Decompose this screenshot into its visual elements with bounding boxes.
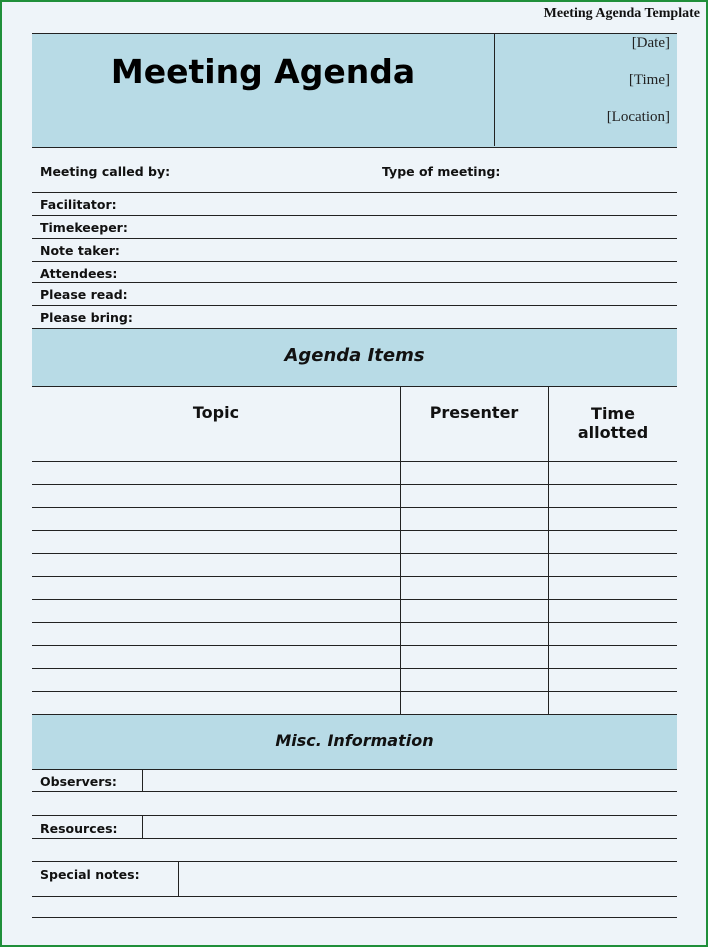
divider — [32, 282, 677, 283]
divider — [32, 305, 677, 306]
divider — [32, 815, 677, 816]
resources-label: Resources: — [40, 821, 118, 836]
divider — [32, 238, 677, 239]
special-notes-label: Special notes: — [40, 867, 140, 882]
page-title: Meeting Agenda — [110, 52, 416, 91]
observers-label: Observers: — [40, 774, 117, 789]
presenter-column-header: Presenter — [429, 403, 519, 422]
column-divider — [548, 386, 549, 714]
divider — [32, 838, 677, 839]
field-divider — [178, 861, 179, 896]
location-field[interactable]: [Location] — [606, 109, 670, 125]
table-row[interactable] — [32, 507, 677, 508]
divider — [32, 192, 677, 193]
time-allotted-column-header: Time allotted — [577, 404, 649, 442]
divider — [32, 215, 677, 216]
attendees-label: Attendees: — [40, 266, 118, 281]
table-row[interactable] — [32, 668, 677, 669]
time-field[interactable]: [Time] — [628, 72, 670, 88]
agenda-section-title: Agenda Items — [284, 345, 425, 366]
header-divider — [494, 33, 495, 146]
table-row[interactable] — [32, 530, 677, 531]
divider — [32, 791, 677, 792]
please-read-label: Please read: — [40, 287, 128, 302]
note-taker-label: Note taker: — [40, 243, 120, 258]
table-row[interactable] — [32, 553, 677, 554]
table-row[interactable] — [32, 691, 677, 692]
column-divider — [400, 386, 401, 714]
called-by-label: Meeting called by: — [40, 164, 171, 179]
divider — [32, 861, 677, 862]
date-field[interactable]: [Date] — [631, 35, 670, 51]
divider — [32, 917, 677, 918]
type-of-meeting-label: Type of meeting: — [382, 164, 501, 179]
table-row[interactable] — [32, 645, 677, 646]
topic-column-header: Topic — [192, 403, 240, 422]
misc-section-title: Misc. Information — [275, 731, 434, 750]
table-row[interactable] — [32, 576, 677, 577]
field-divider — [142, 815, 143, 838]
divider — [32, 261, 677, 262]
divider — [32, 896, 677, 897]
facilitator-label: Facilitator: — [40, 197, 117, 212]
please-bring-label: Please bring: — [40, 310, 133, 325]
timekeeper-label: Timekeeper: — [40, 220, 128, 235]
template-title: Meeting Agenda Template — [543, 6, 700, 21]
table-row[interactable] — [32, 461, 677, 462]
field-divider — [142, 769, 143, 791]
table-row[interactable] — [32, 599, 677, 600]
table-row[interactable] — [32, 484, 677, 485]
table-row[interactable] — [32, 622, 677, 623]
